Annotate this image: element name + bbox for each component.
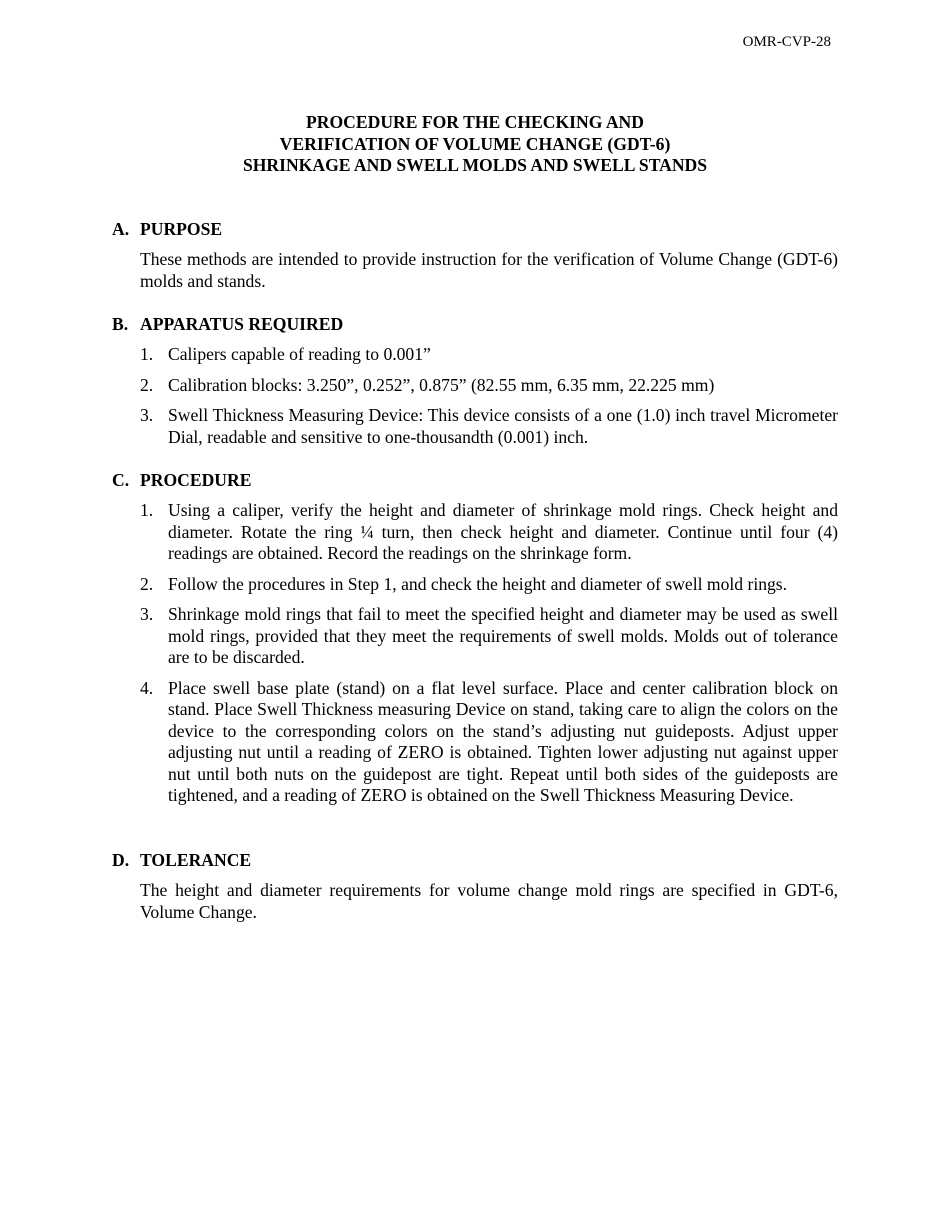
- list-item-text: Calibration blocks: 3.250”, 0.252”, 0.875” (82.55 mm, 6.35 mm, 22.225 mm): [168, 374, 715, 395]
- list-item: [140, 678, 838, 807]
- list-item-text: Follow the procedures in Step 1, and check the height and diameter of swell mold rings.: [168, 573, 788, 594]
- list-item-text: Using a caliper, verify the height and diameter of shrinkage mold rings. Check height and diameter. Rotate the ring ¼ turn, then check height and diameter. Continue until four (4) readings are obtained. Record the readings on the shrinkage form.: [168, 500, 838, 563]
- list-item-number: 4.: [140, 677, 154, 698]
- title-line-2: VERIFICATION OF VOLUME CHANGE (GDT-6): [279, 133, 671, 154]
- list-item: [140, 574, 838, 596]
- section-tolerance: [112, 849, 838, 923]
- list-item: [140, 405, 838, 448]
- list-item: [140, 604, 838, 669]
- section-title: TOLERANCE: [140, 850, 252, 870]
- section-title: PURPOSE: [140, 219, 223, 239]
- list-item: [140, 500, 838, 565]
- section-letter: C.: [112, 470, 130, 490]
- section-purpose: [112, 218, 838, 292]
- title-line-1: PROCEDURE FOR THE CHECKING AND: [306, 112, 644, 132]
- list-item: [140, 375, 838, 397]
- section-heading: [112, 469, 838, 491]
- document-id: OMR-CVP-28: [742, 34, 831, 50]
- list-item-number: 1.: [140, 500, 154, 520]
- list-item-text: Swell Thickness Measuring Device: This device consists of a one (1.0) inch travel Micrometer Dial, readable and sensitive to one-thousandth (0.001) inch.: [168, 405, 838, 447]
- section-letter: A.: [112, 219, 130, 239]
- list-item-number: 2.: [140, 374, 154, 395]
- list-item: [140, 344, 838, 366]
- section-procedure: [112, 469, 838, 807]
- title-line-3: SHRINKAGE AND SWELL MOLDS AND SWELL STANDS: [242, 155, 708, 175]
- section-heading: [112, 218, 838, 240]
- section-apparatus: [112, 313, 838, 448]
- section-title: APPARATUS REQUIRED: [140, 314, 344, 334]
- list-item-number: 3.: [140, 604, 154, 624]
- list-item-text: Shrinkage mold rings that fail to meet the specified height and diameter may be used as swell mold rings, provided that they meet the requirements of swell molds. Molds out of tolerance are to be discarded.: [168, 604, 838, 667]
- section-heading: [112, 849, 838, 871]
- section-body: The height and diameter requirements for volume change mold rings are specified in GDT-6, Volume Change.: [140, 880, 838, 922]
- section-letter: B.: [112, 314, 129, 334]
- document-title: [0, 112, 950, 177]
- section-letter: D.: [112, 850, 130, 870]
- list-item-text: Calipers capable of reading to 0.001”: [168, 344, 431, 364]
- list-item-number: 1.: [140, 344, 154, 364]
- list-item-number: 3.: [140, 405, 154, 425]
- list-item-text: Place swell base plate (stand) on a flat level surface. Place and center calibration block on stand. Place Swell Thickness measuring Device on stand, taking care to align the colors on the device to the corresponding colors on the stand’s adjusting nut guideposts. Adjust upper adjusting nut until a reading of ZERO is obtained. Tighten lower adjusting nut against upper nut until both nuts on the guidepost are tight. Repeat until both sides of the guideposts are tightened, and a reading of ZERO is obtained on the Swell Thickness Measuring Device.: [168, 677, 838, 805]
- section-heading: [112, 313, 838, 335]
- section-body: These methods are intended to provide instruction for the verification of Volume Change (GDT-6) molds and stands.: [140, 249, 838, 291]
- list-item-number: 2.: [140, 573, 154, 594]
- section-title: PROCEDURE: [140, 470, 252, 490]
